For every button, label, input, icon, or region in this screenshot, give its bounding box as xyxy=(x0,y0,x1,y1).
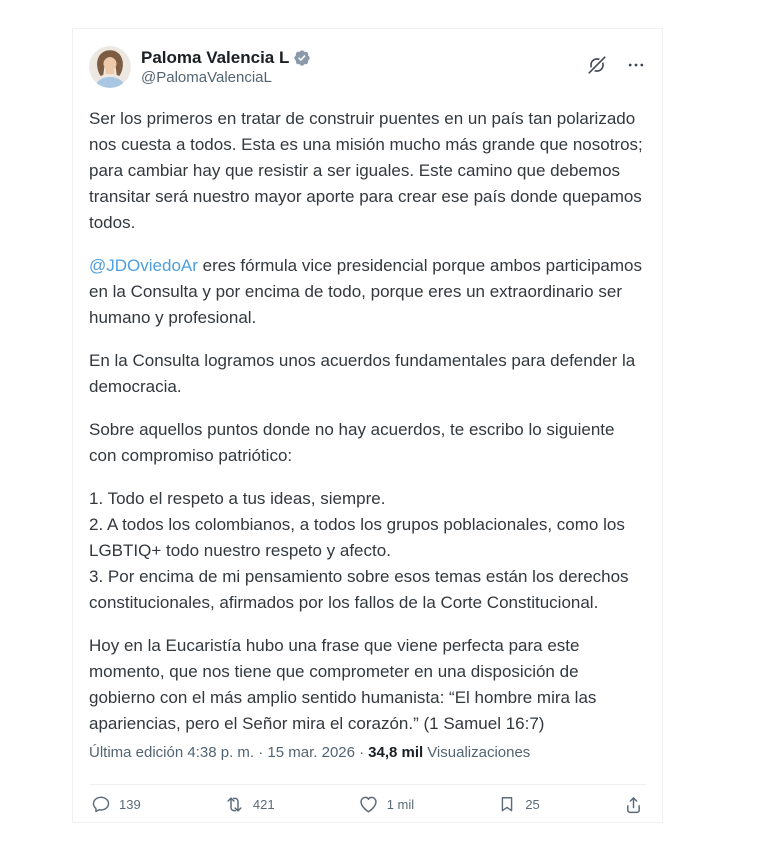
repost-icon xyxy=(224,794,245,815)
author-block xyxy=(141,46,311,87)
tweet-body xyxy=(89,106,646,737)
share-icon xyxy=(623,794,644,815)
like-button[interactable] xyxy=(358,794,414,815)
like-count: 1 mil xyxy=(386,796,415,812)
mention-link[interactable]: @JDOviedoAr xyxy=(89,256,198,275)
views-label: Visualizaciones xyxy=(427,744,531,761)
reply-icon xyxy=(91,794,111,814)
edited-timestamp[interactable]: Última edición 4:38 p. m. · 15 mar. 2026 · xyxy=(89,744,365,761)
action-bar xyxy=(89,785,646,823)
bookmark-button[interactable] xyxy=(497,794,539,814)
share-button[interactable] xyxy=(623,794,644,815)
header-actions xyxy=(586,54,646,76)
author-name[interactable]: Paloma Valencia L xyxy=(141,48,290,67)
like-icon xyxy=(358,794,379,815)
tweet-paragraph: Hoy en la Eucaristía hubo una frase que viene perfecta para este momento, que nos tiene que comprometer en una disposición de gobierno con el más amplio sentido humanista: “El hombre mira las apariencias, pero el Señor mira el corazón.” (1 Samuel 16:7) xyxy=(89,636,597,733)
tweet-numbered-list xyxy=(89,486,646,616)
bookmark-count: 25 xyxy=(525,796,540,812)
tweet-meta xyxy=(89,743,646,763)
reply-count: 139 xyxy=(119,796,141,812)
repost-count: 421 xyxy=(252,796,275,812)
reply-button[interactable] xyxy=(91,794,141,814)
bookmark-icon xyxy=(497,794,517,814)
tweet-paragraph xyxy=(89,253,646,331)
views-count: 34,8 mil xyxy=(368,744,424,761)
tweet-paragraph: Ser los primeros en tratar de construir puentes en un país tan polarizado nos cuesta a todos. Esta es una misión mucho más grande que nosotros; para cambiar hay que resistir a ser iguales. Este camino que debemos transitar será nuestro mayor aporte para crear ese país donde quepamos todos. xyxy=(89,109,643,232)
tweet-paragraph-text: eres fórmula vice presidencial porque ambos participamos en la Consulta y por encima de todo, porque eres un extraordinario ser humano y profesional. xyxy=(89,256,643,327)
tweet-paragraph: En la Consulta logramos unos acuerdos fundamentales para defender la democracia. xyxy=(89,351,636,396)
tweet-paragraph: Sobre aquellos puntos donde no hay acuerdos, te escribo lo siguiente con compromiso patriótico: xyxy=(89,420,615,465)
avatar[interactable] xyxy=(89,46,131,88)
repost-button[interactable] xyxy=(224,794,275,815)
tweet-card xyxy=(72,28,663,823)
grok-icon[interactable] xyxy=(586,54,608,76)
list-item: 3. Por encima de mi pensamiento sobre esos temas están los derechos constitucionales, afirmados por los fallos de la Corte Constitucional. xyxy=(89,567,629,612)
tweet-header xyxy=(89,46,646,88)
list-item: 1. Todo el respeto a tus ideas, siempre. xyxy=(89,489,386,508)
verified-badge-icon xyxy=(293,49,311,67)
author-handle[interactable]: @PalomaValenciaL xyxy=(141,69,272,86)
author-name-row xyxy=(141,47,311,68)
list-item: 2. A todos los colombianos, a todos los grupos poblacionales, como los LGBTIQ+ todo nuestro respeto y afecto. xyxy=(89,515,625,560)
more-icon[interactable] xyxy=(626,55,646,75)
